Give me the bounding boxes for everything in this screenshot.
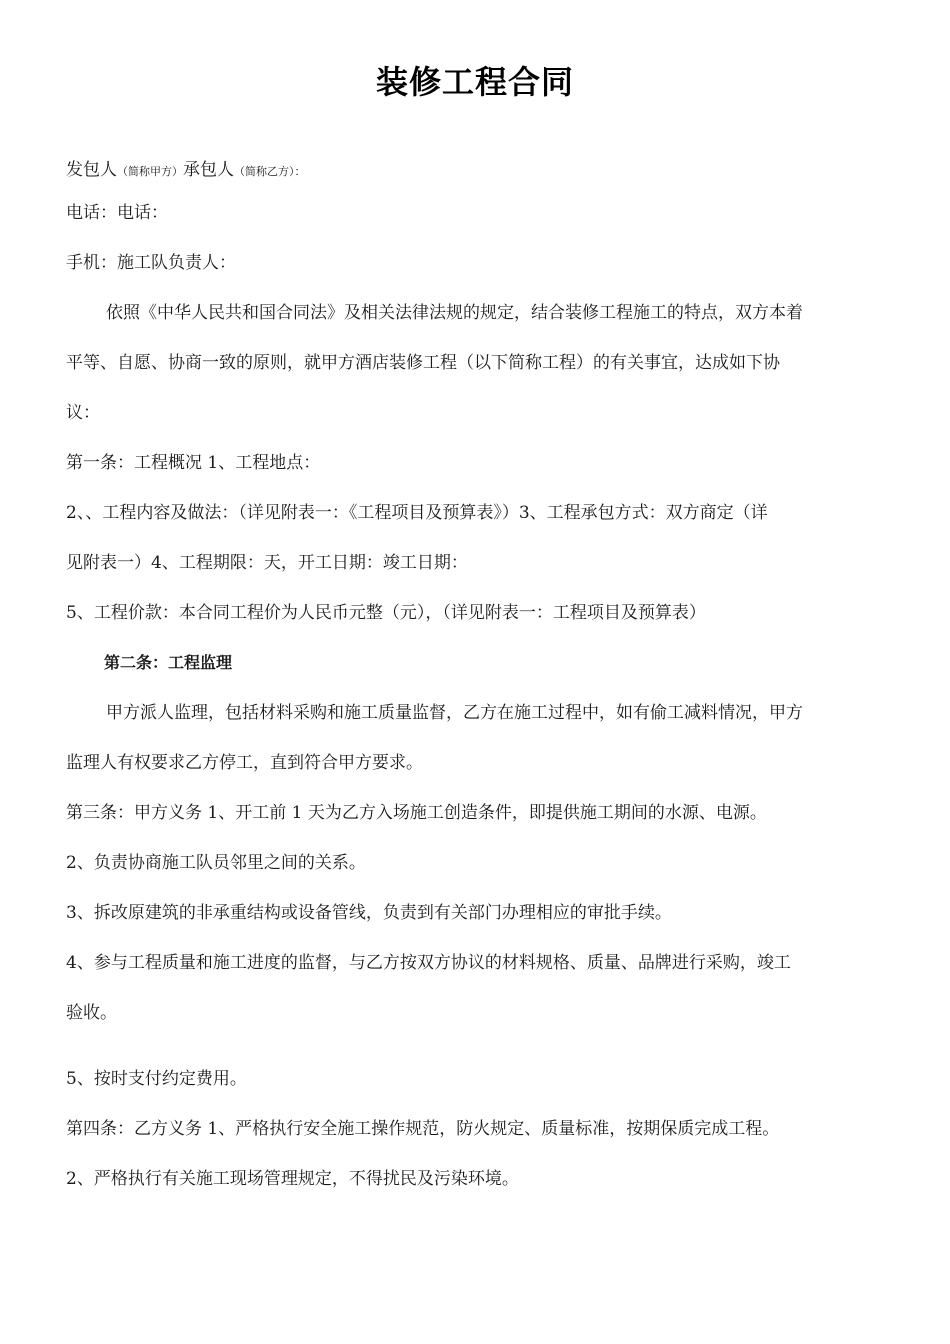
article-2-heading: 第二条：工程监理 [104, 653, 233, 672]
article-3-heading: 第三条：甲方义务 1、开工前 1 天为乙方入场施工创造条件，即提供施工期间的水源、电源。 [66, 803, 767, 823]
party-line [66, 158, 896, 184]
article-3-item-2: 2、负责协商施工队员邻里之间的关系。 [66, 853, 366, 873]
article-4-heading: 第四条：乙方义务 1、严格执行安全施工操作规范，防火规定、质量标准，按期保质完成工程。 [66, 1119, 780, 1139]
mobile-line: 手机：施工队负责人： [66, 253, 236, 273]
article-3-item-5: 5、按时支付约定费用。 [66, 1069, 247, 1089]
phone-line: 电话：电话： [66, 203, 168, 223]
party-b-note: （简称乙方）： [234, 165, 306, 178]
article-3-item-4-cont: 验收。 [66, 1003, 117, 1023]
article-3-item-3: 3、拆改原建筑的非承重结构或设备管线，负责到有关部门办理相应的审批手续。 [66, 903, 672, 923]
party-a-label: 发包人 [66, 160, 117, 180]
preamble-line-1: 依照《中华人民共和国合同法》及相关法律法规的规定，结合装修工程施工的特点，双方本着 [106, 303, 803, 323]
preamble-line-2: 平等、自愿、协商一致的原则，就甲方酒店装修工程（以下简称工程）的有关事宜，达成如下协 [66, 353, 780, 373]
article-1-line-3: 见附表一）4、工程期限：天，开工日期：竣工日期： [66, 553, 468, 573]
article-2-line-1: 甲方派人监理，包括材料采购和施工质量监督，乙方在施工过程中，如有偷工减料情况，甲方 [106, 703, 803, 723]
party-b-label: 承包人 [183, 160, 234, 180]
article-1-heading: 第一条：工程概况 1、工程地点： [66, 453, 321, 473]
article-1-line-4: 5、工程价款：本合同工程价为人民币元整（元），（详见附表一：工程项目及预算表） [66, 603, 706, 623]
article-4-item-2: 2、严格执行有关施工现场管理规定，不得扰民及污染环境。 [66, 1169, 519, 1189]
party-a-note: （简称甲方） [117, 165, 183, 178]
article-1-line-2: 2、、工程内容及做法：（详见附表一：《工程项目及预算表》）3、工程承包方式：双方商定（详 [66, 503, 768, 523]
preamble-line-3: 议： [66, 403, 100, 423]
article-2-line-2: 监理人有权要求乙方停工，直到符合甲方要求。 [66, 753, 423, 773]
article-3-item-4: 4、参与工程质量和施工进度的监督，与乙方按双方协议的材料规格、质量、品牌进行采购，竣工 [66, 953, 791, 973]
document-title: 装修工程合同 [375, 63, 574, 101]
